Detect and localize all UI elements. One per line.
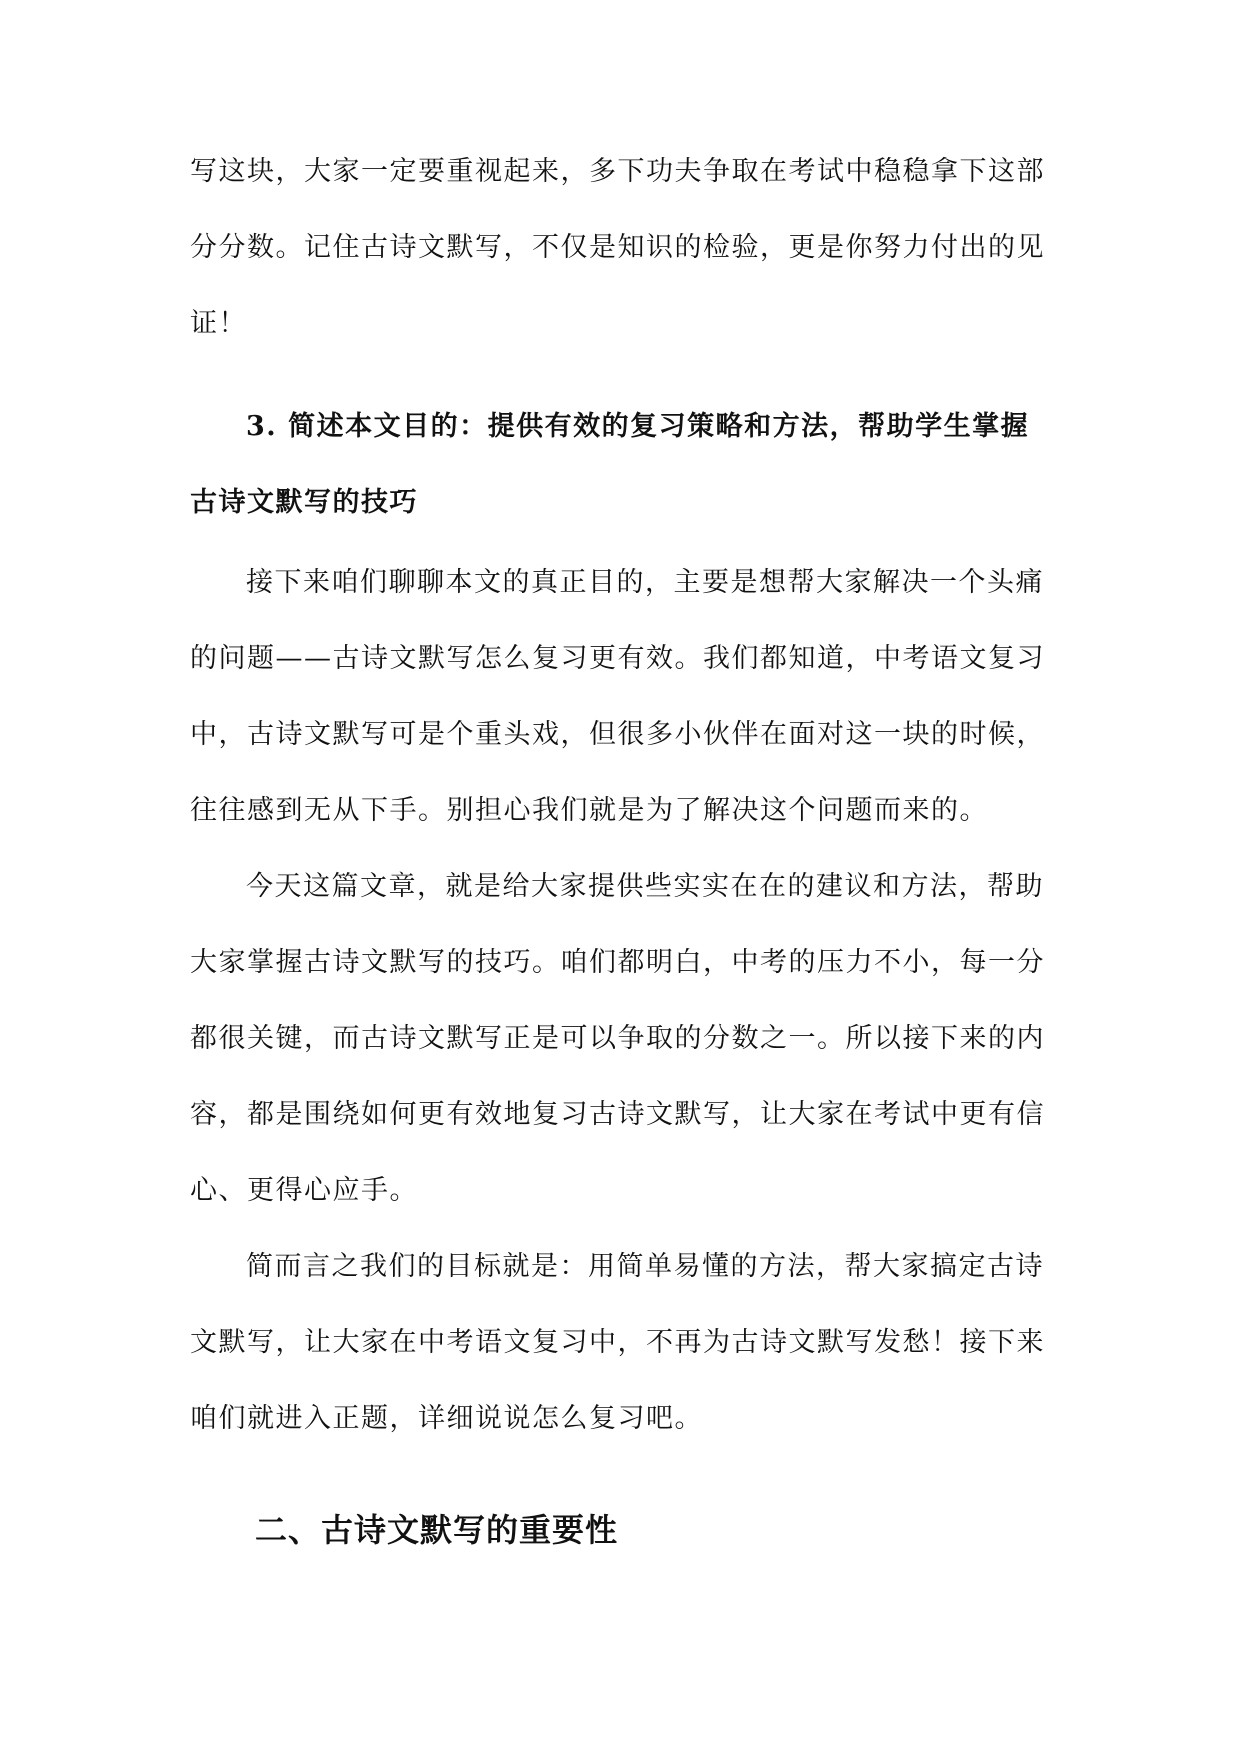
paragraph-line: 今天这篇文章，就是给大家提供些实实在在的建议和方法，帮助	[246, 871, 1044, 902]
subsection-heading-continued: 古诗文默写的技巧	[190, 487, 418, 518]
paragraph-line: 接下来咱们聊聊本文的真正目的，主要是想帮大家解决一个头痛	[246, 567, 1044, 598]
paragraph-line: 往往感到无从下手。别担心我们就是为了解决这个问题而来的。	[190, 795, 988, 826]
paragraph-line: 证！	[190, 308, 247, 339]
paragraph-line: 中，古诗文默写可是个重头戏，但很多小伙伴在面对这一块的时候，	[190, 719, 1045, 750]
paragraph-line: 心、更得心应手。	[190, 1175, 418, 1206]
paragraph-line: 分分数。记住古诗文默写，不仅是知识的检验，更是你努力付出的见	[190, 232, 1045, 263]
paragraph-line: 容，都是围绕如何更有效地复习古诗文默写，让大家在考试中更有信	[190, 1099, 1045, 1130]
paragraph-line: 的问题——古诗文默写怎么复习更有效。我们都知道，中考语文复习	[190, 643, 1045, 674]
paragraph-line: 大家掌握古诗文默写的技巧。咱们都明白，中考的压力不小，每一分	[190, 947, 1045, 978]
paragraph-line: 简而言之我们的目标就是：用简单易懂的方法，帮大家搞定古诗	[246, 1251, 1044, 1282]
paragraph-line: 都很关键，而古诗文默写正是可以争取的分数之一。所以接下来的内	[190, 1023, 1045, 1054]
paragraph-line: 文默写，让大家在中考语文复习中，不再为古诗文默写发愁！接下来	[190, 1327, 1045, 1358]
subsection-heading: 3. 简述本文目的：提供有效的复习策略和方法，帮助学生掌握	[246, 411, 1030, 442]
paragraph-line: 咱们就进入正题，详细说说怎么复习吧。	[190, 1403, 703, 1434]
paragraph-line: 写这块，大家一定要重视起来，多下功夫争取在考试中稳稳拿下这部	[190, 156, 1045, 187]
section-heading: 二、古诗文默写的重要性	[255, 1511, 619, 1549]
